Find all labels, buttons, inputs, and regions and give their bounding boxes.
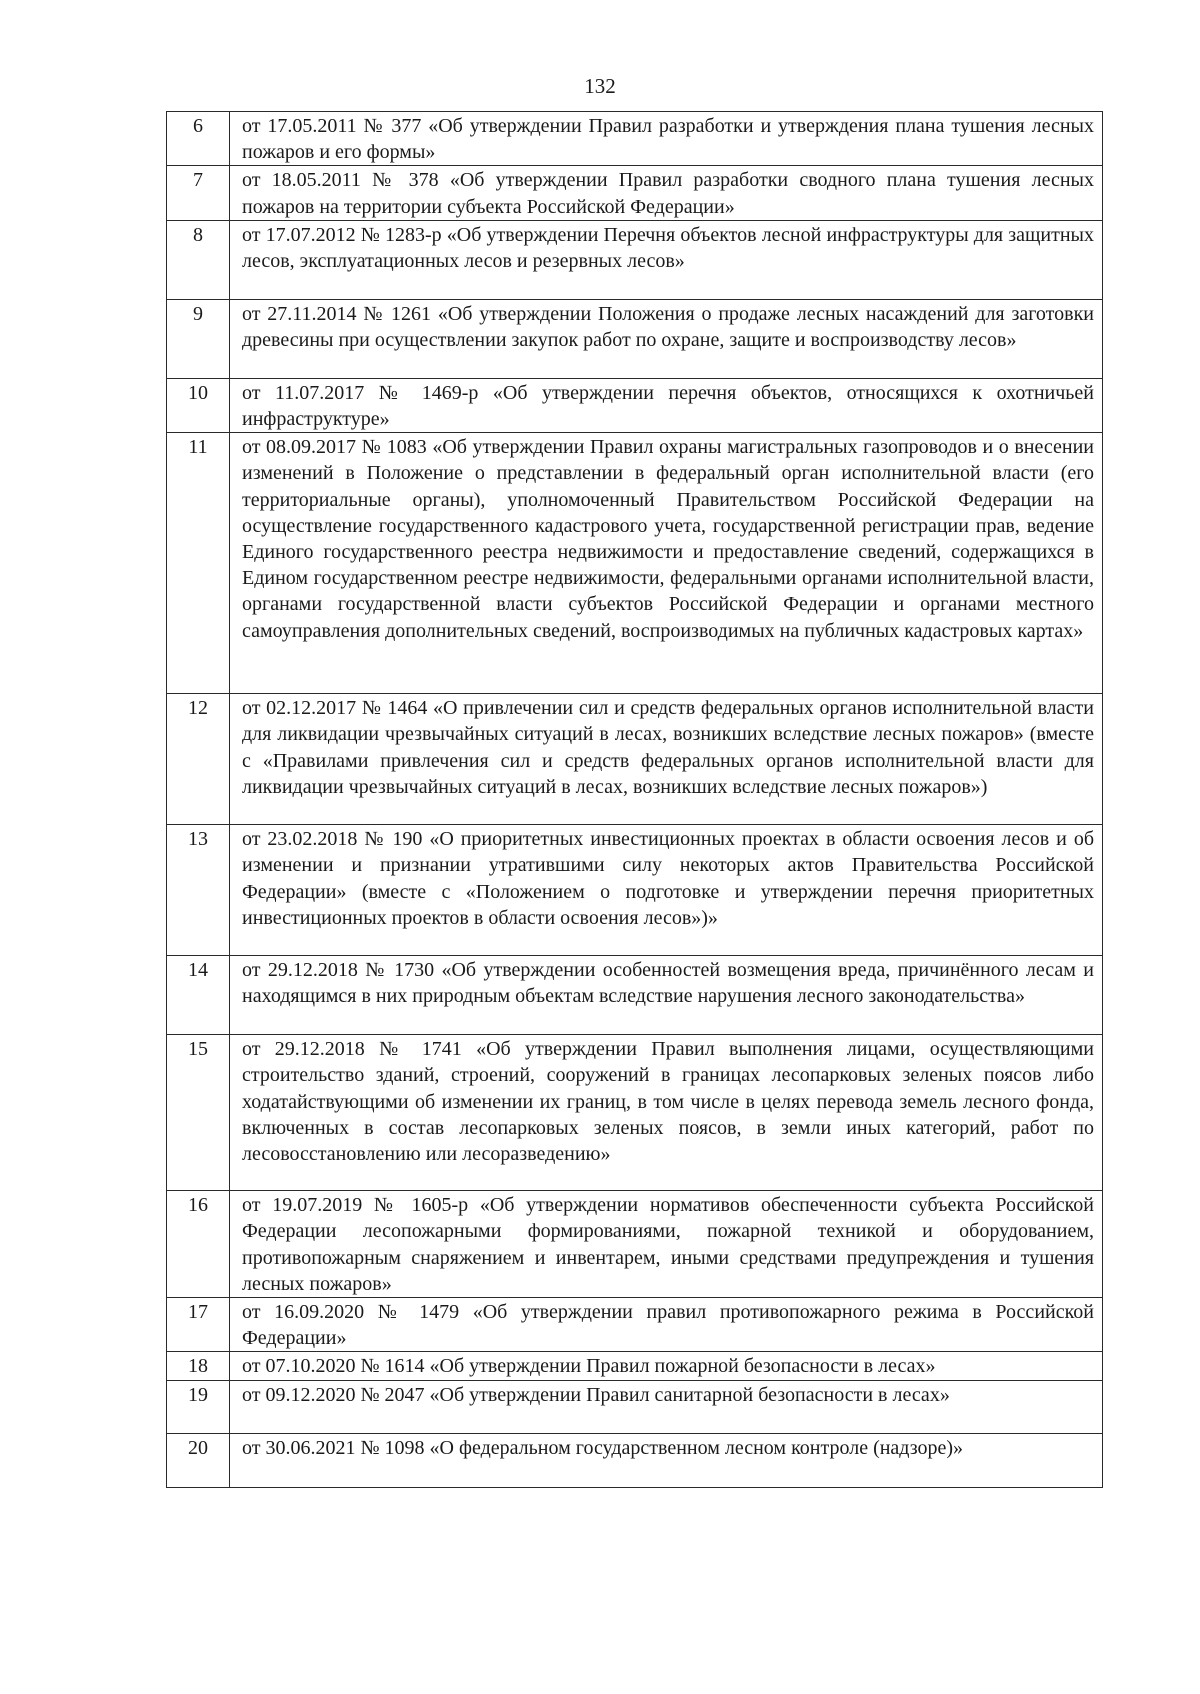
table-row xyxy=(167,1380,1103,1433)
row-number: 12 xyxy=(167,694,230,825)
row-number: 10 xyxy=(167,378,230,432)
row-text: от 09.12.2020 № 2047 «Об утверждении Правил санитарной безопасности в лесах» xyxy=(230,1380,1103,1433)
row-text: от 29.12.2018 № 1741 «Об утверждении Правил выполнения лицами, осуществляющими строительство зданий, строений, сооружений в границах лесопарковых зеленых поясов либо ходатайствующими об изменении их границ, в том числе в целях перевода земель лесного фонда, включенных в состав лесопарковых зеленых поясов, в земли иных категорий, работ по лесовосстановлению или лесоразведению» xyxy=(230,1035,1103,1191)
row-text: от 11.07.2017 № 1469-р «Об утверждении перечня объектов, относящихся к охотничьей инфраструктуре» xyxy=(230,378,1103,432)
regulations-table xyxy=(166,111,1103,1488)
row-text: от 18.05.2011 № 378 «Об утверждении Правил разработки сводного плана тушения лесных пожаров на территории субъекта Российской Федерации» xyxy=(230,166,1103,220)
row-number: 13 xyxy=(167,825,230,956)
row-number: 17 xyxy=(167,1298,230,1352)
table-row xyxy=(167,1191,1103,1298)
table-row xyxy=(167,1298,1103,1352)
row-number: 9 xyxy=(167,299,230,378)
row-text: от 02.12.2017 № 1464 «О привлечении сил и средств федеральных органов исполнительной власти для ликвидации чрезвычайных ситуаций в лесах, возникших вследствие лесных пожаров» (вместе с «Правилами привлечения сил и средств федеральных органов исполнительной власти для ликвидации чрезвычайных ситуаций в лесах, возникших вследствие лесных пожаров») xyxy=(230,694,1103,825)
table-row xyxy=(167,956,1103,1035)
table-row xyxy=(167,1433,1103,1487)
table-row xyxy=(167,825,1103,956)
row-number: 18 xyxy=(167,1352,230,1380)
table-row xyxy=(167,433,1103,694)
row-text: от 23.02.2018 № 190 «О приоритетных инвестиционных проектах в области освоения лесов и об изменении и признании утратившими силу некоторых актов Правительства Российской Федерации» (вместе с «Положением о подготовке и утверждении перечня приоритетных инвестиционных проектов в области освоения лесов»)» xyxy=(230,825,1103,956)
table-row xyxy=(167,1352,1103,1380)
row-text: от 16.09.2020 № 1479 «Об утверждении правил противопожарного режима в Российской Федерации» xyxy=(230,1298,1103,1352)
page-number: 132 xyxy=(584,74,616,98)
row-text: от 27.11.2014 № 1261 «Об утверждении Положения о продаже лесных насаждений для заготовки древесины при осуществлении закупок работ по охране, защите и воспроизводству лесов» xyxy=(230,299,1103,378)
row-number: 7 xyxy=(167,166,230,220)
table-row xyxy=(167,694,1103,825)
table-row xyxy=(167,378,1103,432)
row-text: от 08.09.2017 № 1083 «Об утверждении Правил охраны магистральных газопроводов и о внесении изменений в Положение о представлении в федеральный орган исполнительной власти (его территориальные органы), уполномоченный Правительством Российской Федерации на осуществление государственного кадастрового учета, государственной регистрации прав, ведение Единого государственного реестра недвижимости и предоставление сведений, содержащихся в Едином государственном реестре недвижимости, федеральными органами исполнительной власти, органами государственной власти субъектов Российской Федерации и органами местного самоуправления дополнительных сведений, воспроизводимых на публичных кадастровых картах» xyxy=(230,433,1103,694)
row-number: 20 xyxy=(167,1433,230,1487)
row-number: 16 xyxy=(167,1191,230,1298)
row-text: от 17.05.2011 № 377 «Об утверждении Правил разработки и утверждения плана тушения лесных пожаров и его формы» xyxy=(230,112,1103,166)
row-number: 11 xyxy=(167,433,230,694)
row-text: от 29.12.2018 № 1730 «Об утверждении особенностей возмещения вреда, причинённого лесам и находящимся в них природным объектам вследствие нарушения лесного законодательства» xyxy=(230,956,1103,1035)
row-number: 19 xyxy=(167,1380,230,1433)
table-row xyxy=(167,1035,1103,1191)
table-row xyxy=(167,299,1103,378)
row-text: от 17.07.2012 № 1283-р «Об утверждении Перечня объектов лесной инфраструктуры для защитных лесов, эксплуатационных лесов и резервных лесов» xyxy=(230,220,1103,299)
table-row xyxy=(167,166,1103,220)
row-number: 6 xyxy=(167,112,230,166)
row-number: 8 xyxy=(167,220,230,299)
row-number: 15 xyxy=(167,1035,230,1191)
row-number: 14 xyxy=(167,956,230,1035)
row-text: от 07.10.2020 № 1614 «Об утверждении Правил пожарной безопасности в лесах» xyxy=(230,1352,1103,1380)
table-row xyxy=(167,112,1103,166)
row-text: от 30.06.2021 № 1098 «О федеральном государственном лесном контроле (надзоре)» xyxy=(230,1433,1103,1487)
table-row xyxy=(167,220,1103,299)
row-text: от 19.07.2019 № 1605-р «Об утверждении нормативов обеспеченности субъекта Российской Федерации лесопожарными формированиями, пожарной техникой и оборудованием, противопожарным снаряжением и инвентарем, иными средствами предупреждения и тушения лесных пожаров» xyxy=(230,1191,1103,1298)
